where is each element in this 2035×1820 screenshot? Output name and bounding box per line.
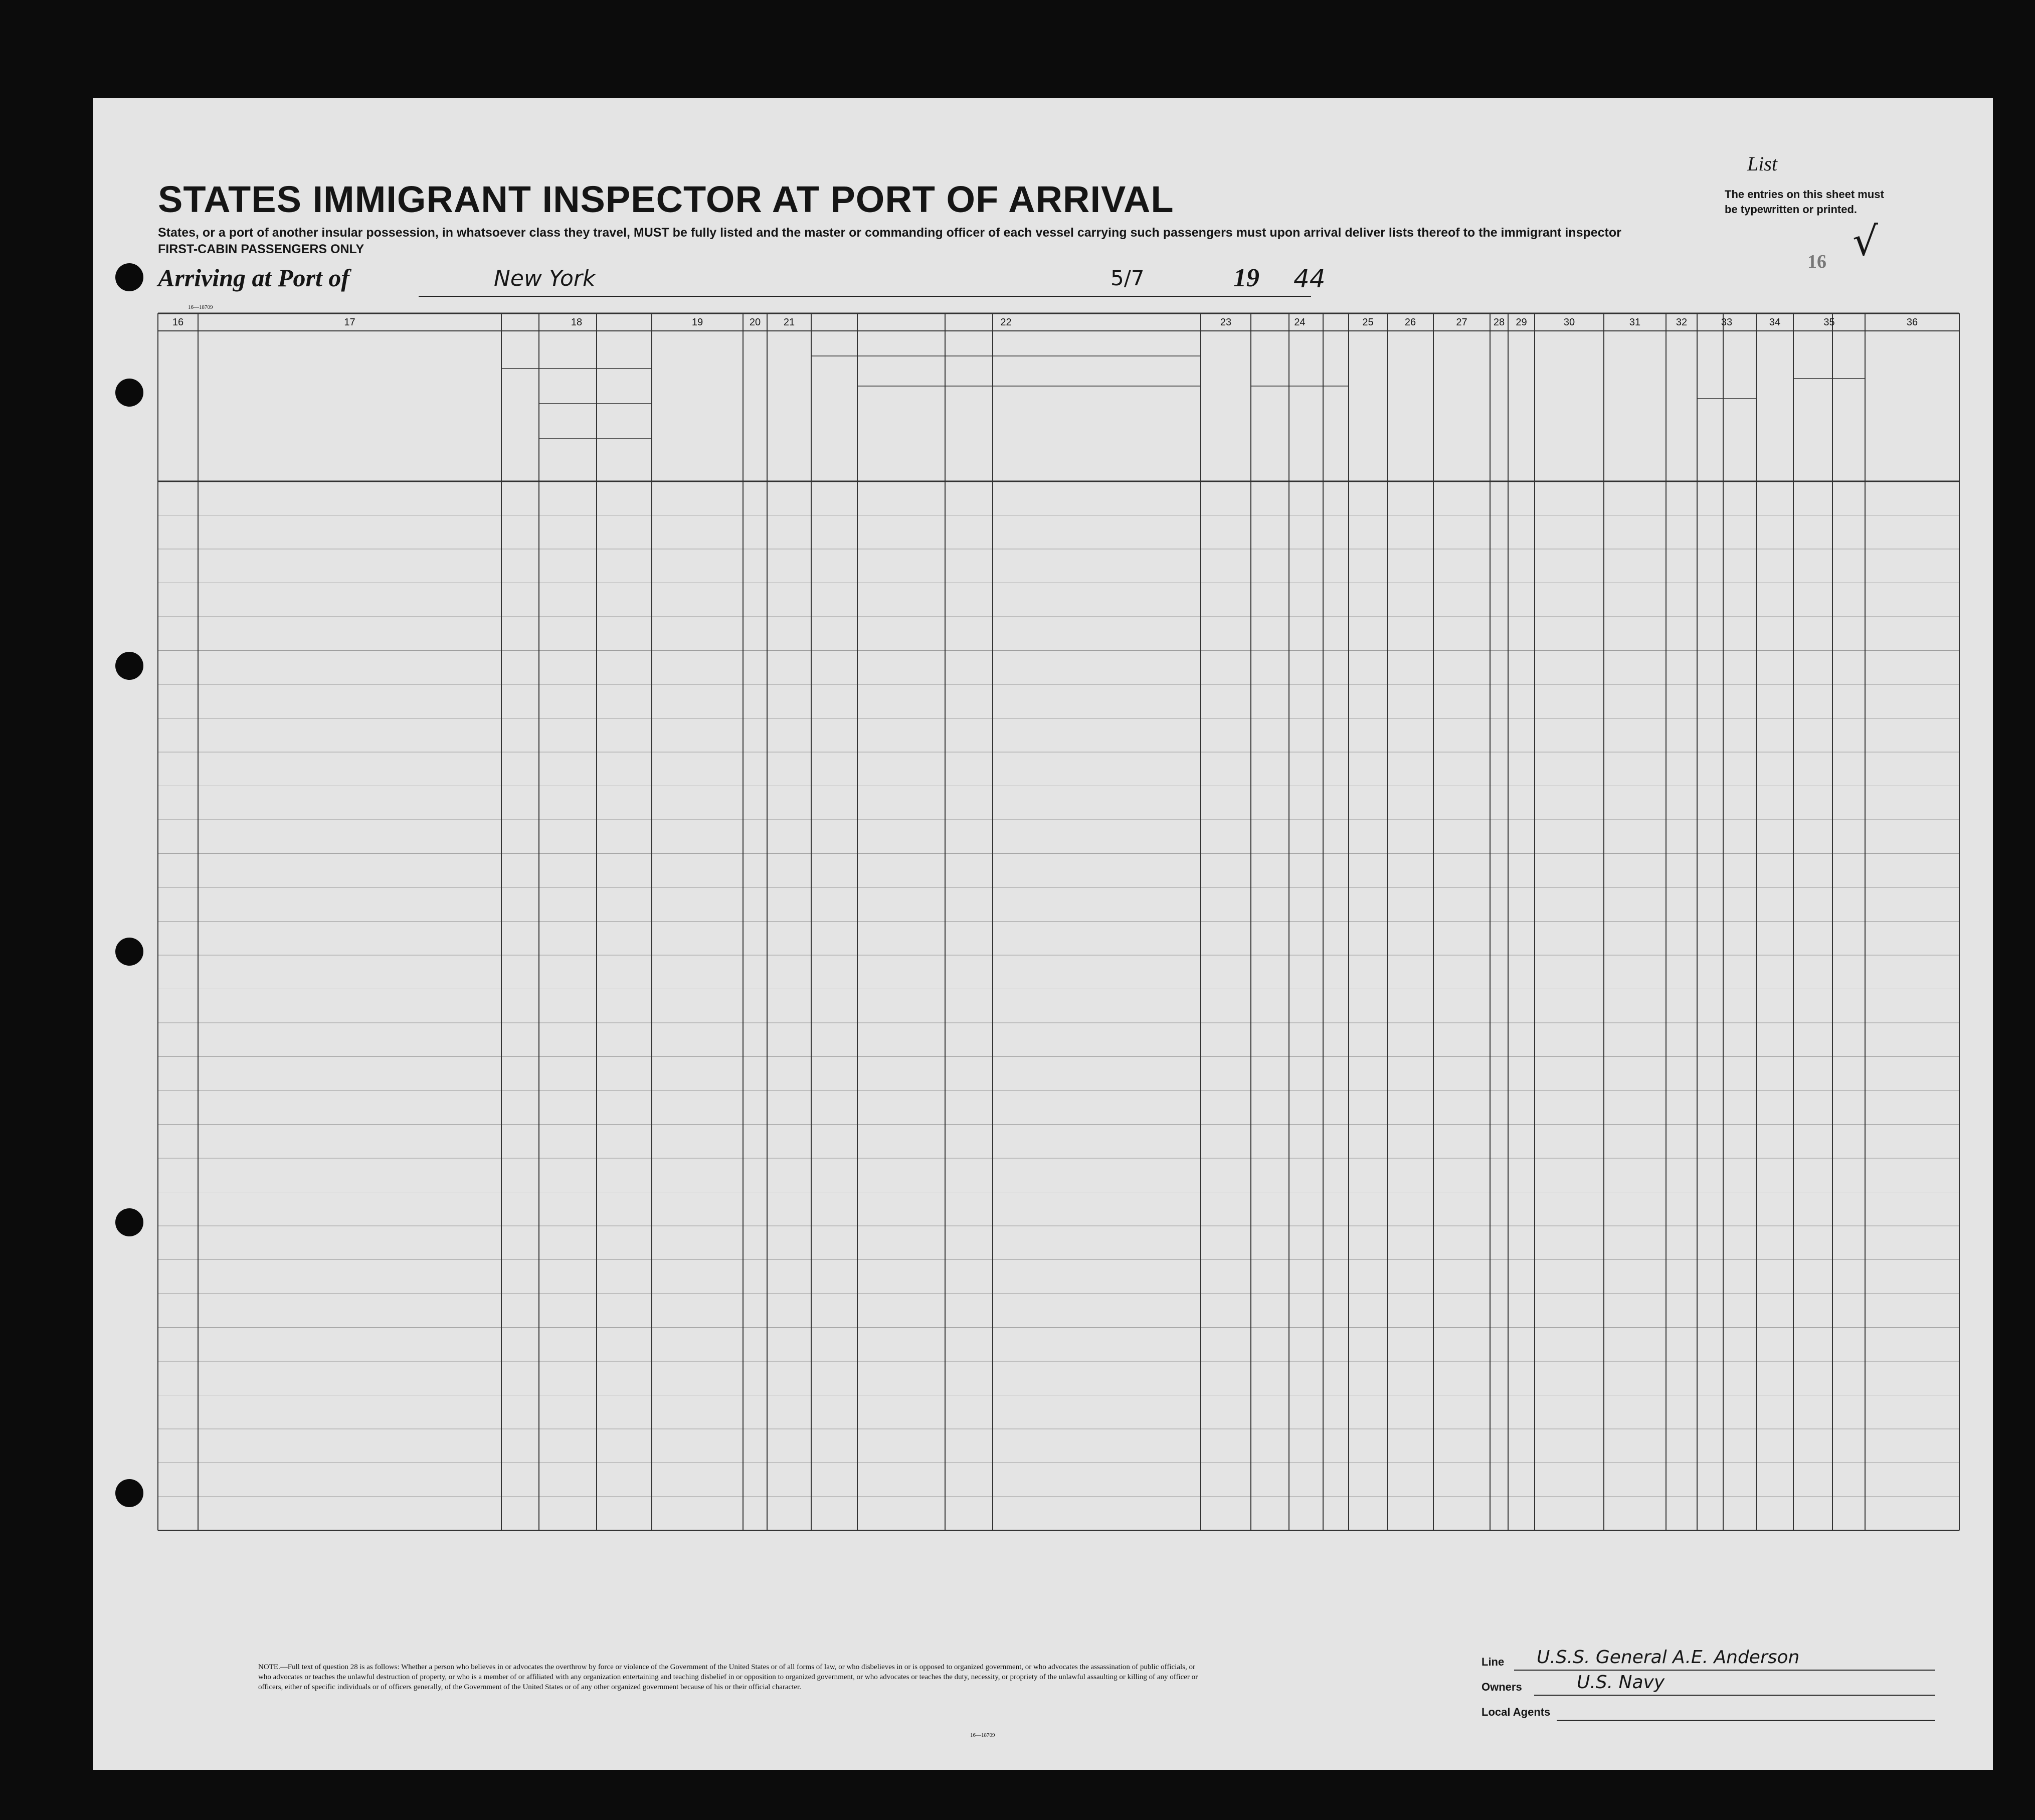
header-usa bbox=[540, 372, 651, 403]
header-if-yes bbox=[858, 357, 1200, 370]
column-number: 18 bbox=[571, 317, 583, 328]
subtitle-instructions: States, or a port of another insular possession, in whatsoever class they travel, MUST be fully listed and the master or commanding officer of each vessel carrying such passengers must upon arrival deliver lists thereof to the immigrant inspector bbox=[158, 226, 1621, 240]
line-rule bbox=[1514, 1670, 1935, 1671]
list-label: List bbox=[1747, 152, 1778, 175]
arrival-date: 5/7 bbox=[1111, 266, 1145, 290]
header-c25 bbox=[1350, 332, 1386, 480]
column-number: 32 bbox=[1676, 317, 1688, 328]
column-number: 23 bbox=[1220, 317, 1232, 328]
check-mark: √ bbox=[1853, 218, 1878, 265]
header-last-departure bbox=[994, 387, 1200, 480]
column-number: 20 bbox=[749, 317, 761, 328]
header-c29 bbox=[1509, 332, 1534, 480]
header-c31 bbox=[1605, 332, 1665, 480]
header-c26 bbox=[1388, 332, 1432, 480]
header-passage-paid bbox=[744, 332, 766, 418]
sheet-number: 16 bbox=[1807, 251, 1826, 272]
header-c28 bbox=[1491, 332, 1507, 480]
column-number: 34 bbox=[1769, 317, 1781, 328]
local-agents-label: Local Agents bbox=[1482, 1706, 1551, 1718]
column-number: 27 bbox=[1456, 317, 1467, 328]
form-number-bottom: 16—18709 bbox=[970, 1732, 995, 1738]
header-ticket bbox=[653, 332, 742, 480]
column-number: 22 bbox=[1000, 317, 1012, 328]
header-hair bbox=[1794, 380, 1831, 480]
local-agents-rule bbox=[1557, 1720, 1935, 1721]
column-number: 24 bbox=[1294, 317, 1306, 328]
header-money bbox=[768, 332, 810, 480]
header-inches bbox=[1724, 400, 1755, 480]
year-prefix: 19 bbox=[1233, 264, 1259, 292]
column-number: 31 bbox=[1629, 317, 1641, 328]
header-final-destination bbox=[502, 332, 651, 357]
column-number: 21 bbox=[783, 317, 795, 328]
line-value: U.S.S. General A.E. Anderson bbox=[1537, 1647, 1800, 1668]
column-number: 17 bbox=[344, 317, 355, 328]
year-suffix: 44 bbox=[1293, 264, 1326, 293]
header-where bbox=[946, 387, 992, 480]
header-joining bbox=[1202, 332, 1250, 480]
owners-label: Owners bbox=[1482, 1681, 1522, 1693]
header-feet bbox=[1698, 400, 1722, 480]
owners-rule bbox=[1534, 1695, 1935, 1696]
arriving-label: Arriving at Port of bbox=[158, 264, 349, 292]
column-number: 30 bbox=[1563, 317, 1575, 328]
header-marks bbox=[1866, 332, 1958, 480]
header-ever-before bbox=[812, 332, 1200, 355]
header-complexion bbox=[1757, 332, 1792, 480]
column-number: 19 bbox=[691, 317, 703, 328]
header-color bbox=[1794, 332, 1864, 378]
column-number: 16 bbox=[172, 317, 184, 328]
entries-note-line1: The entries on this sheet must bbox=[1725, 188, 1884, 201]
header-no-on-list bbox=[159, 332, 197, 480]
page-title: STATES IMMIGRANT INSPECTOR AT PORT OF ARRIVAL bbox=[158, 178, 1174, 220]
footnote-question-28: NOTE.—Full text of question 28 is as follows: Whether a person who believes in or advocates the overthrow by force or violence of the Government of the United States or of all forms of law, or who disbelieves in or is opposed to organized government, or who advocates the assassination of public officials, or who advocates or teaches the unlawful destruction of property, or who is a member of or affiliated with any organization entertaining and teaching disbelief in or opposition to organized government, or who advocates or teaches the duty, necessity, or propriety of the unlawful assaulting or killing of any officer or officers, either of specific individuals or of officers generally, of the Government of the United States or of any other organized government because of his or their official character. bbox=[258, 1663, 1198, 1691]
header-final-destination-sub bbox=[502, 357, 651, 370]
column-number: 36 bbox=[1906, 317, 1918, 328]
header-foreign-country bbox=[502, 372, 538, 480]
header-height bbox=[1698, 332, 1755, 398]
header-last-residence bbox=[858, 372, 1200, 385]
header-purpose-return bbox=[1252, 387, 1288, 480]
port-value: New York bbox=[494, 266, 596, 291]
line-label: Line bbox=[1482, 1656, 1505, 1668]
header-purpose-citizen bbox=[1324, 387, 1348, 480]
header-eyes bbox=[1833, 380, 1864, 480]
entries-note-line2: be typewritten or printed. bbox=[1725, 203, 1858, 216]
header-purpose-length bbox=[1290, 387, 1322, 480]
header-purpose bbox=[1252, 332, 1348, 385]
column-number: 25 bbox=[1362, 317, 1374, 328]
column-number: 29 bbox=[1516, 317, 1527, 328]
header-passage-paid-sub bbox=[744, 420, 766, 480]
form-number-top: 16—18709 bbox=[188, 304, 213, 310]
column-number: 28 bbox=[1493, 317, 1505, 328]
header-period bbox=[858, 387, 944, 480]
manifest-sheet bbox=[93, 98, 1993, 1770]
header-relative-address bbox=[199, 332, 500, 480]
header-city bbox=[598, 405, 651, 480]
header-health bbox=[1667, 332, 1696, 480]
header-yes-no bbox=[812, 357, 856, 480]
column-number: 26 bbox=[1404, 317, 1416, 328]
subtitle-class: FIRST-CABIN PASSENGERS ONLY bbox=[158, 242, 364, 256]
column-number: 33 bbox=[1721, 317, 1733, 328]
header-state bbox=[540, 405, 596, 480]
header-c27 bbox=[1434, 332, 1489, 480]
header-c30 bbox=[1536, 332, 1603, 480]
column-number: 35 bbox=[1823, 317, 1835, 328]
owners-value: U.S. Navy bbox=[1577, 1672, 1665, 1693]
